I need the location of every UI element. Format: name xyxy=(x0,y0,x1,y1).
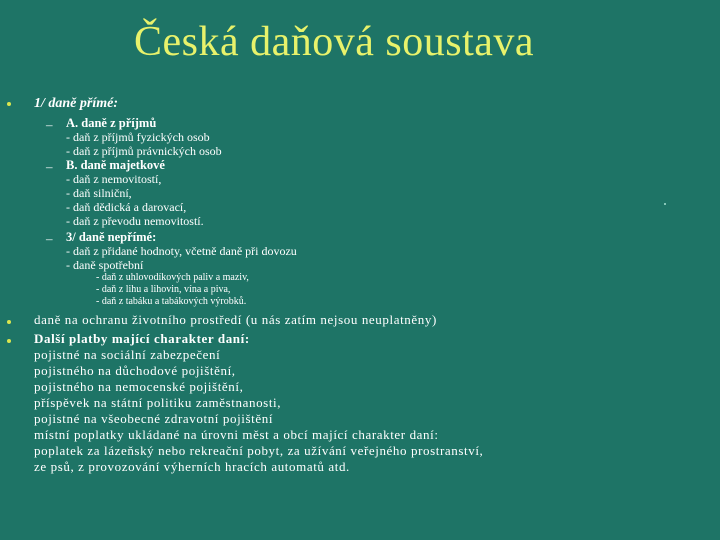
list-item: - daň z přidané hodnoty, včetně daně při dovozu xyxy=(66,244,297,258)
list-subitem: - daň z uhlovodíkových paliv a maziv, xyxy=(96,272,249,283)
subheading-income-taxes: A. daně z příjmů xyxy=(66,116,157,130)
list-subitem: - daň z tabáku a tabákových výrobků. xyxy=(96,296,247,307)
list-line: pojistné na všeobecné zdravotní pojištění xyxy=(34,411,274,426)
section-heading-other-payments: Další platby mající charakter daní: xyxy=(34,331,250,346)
list-item: - daně spotřební xyxy=(66,258,144,272)
list-item: - daň silniční, xyxy=(66,186,132,200)
list-subitem: - daň z lihu a lihovin, vína a piva, xyxy=(96,284,231,295)
list-line: ze psů, z provozování výherních hracích automatů atd. xyxy=(34,459,350,474)
dash-icon: – xyxy=(46,231,53,246)
dash-icon: – xyxy=(46,117,53,132)
list-line: pojistného na důchodové pojištění, xyxy=(34,363,236,378)
environmental-taxes-text: daně na ochranu životního prostředí (u nás zatím nejsou neuplatněny) xyxy=(34,312,437,327)
subheading-indirect-taxes: 3/ daně nepřímé: xyxy=(66,230,157,244)
decorative-mark xyxy=(664,203,666,205)
dash-icon: – xyxy=(46,159,53,174)
list-line: pojistné na sociální zabezpečení xyxy=(34,347,221,362)
list-item: - daň z příjmů právnických osob xyxy=(66,144,222,158)
list-line: poplatek za lázeňský nebo rekreační pobyt, za užívání veřejného prostranství, xyxy=(34,443,484,458)
list-line: pojistného na nemocenské pojištění, xyxy=(34,379,244,394)
bullet-icon xyxy=(7,102,11,106)
list-item: - daň z převodu nemovitostí. xyxy=(66,214,204,228)
subheading-property-taxes: B. daně majetkové xyxy=(66,158,165,172)
section-heading-direct-taxes: 1/ daně přímé: xyxy=(34,96,118,111)
list-line: místní poplatky ukládané na úrovni měst a obcí mající charakter daní: xyxy=(34,427,439,442)
list-line: příspěvek na státní politiku zaměstnanosti, xyxy=(34,395,282,410)
bullet-icon xyxy=(7,339,11,343)
slide-title: Česká daňová soustava xyxy=(133,19,535,65)
list-item: - daň z příjmů fyzických osob xyxy=(66,130,210,144)
bullet-icon xyxy=(7,320,11,324)
list-item: - daň dědická a darovací, xyxy=(66,200,187,214)
list-item: - daň z nemovitostí, xyxy=(66,172,162,186)
